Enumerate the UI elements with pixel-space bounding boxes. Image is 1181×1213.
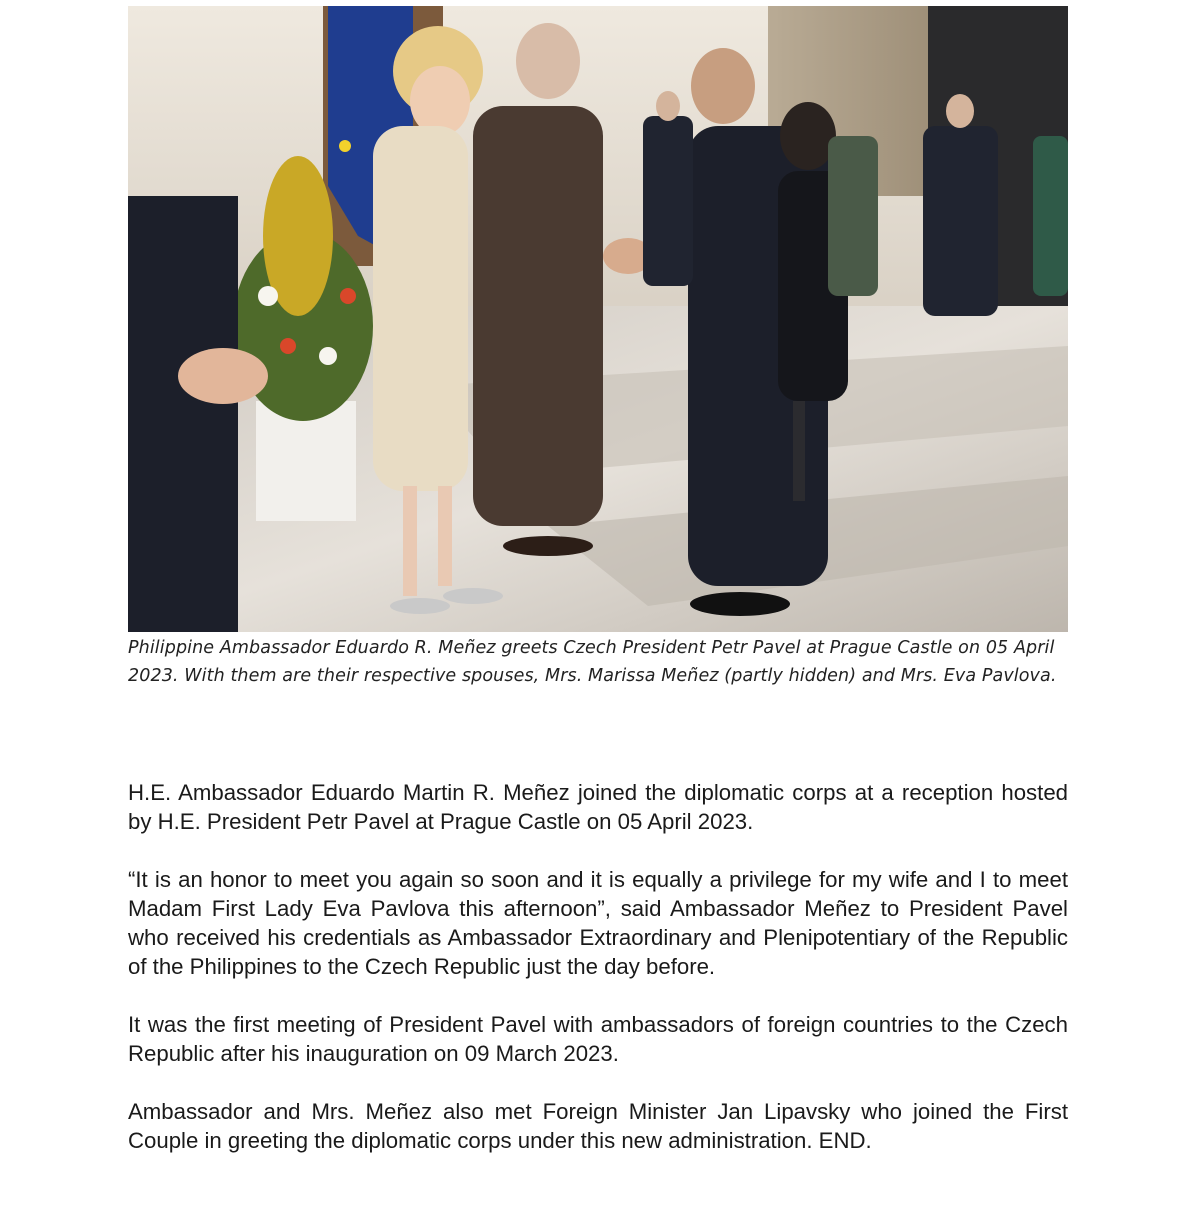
paragraph-first-meeting: It was the first meeting of President Pavel with ambassadors of foreign countries to the Czech Republic after his inauguration on 09 March 2023. — [128, 1012, 1068, 1066]
article-body — [128, 778, 1068, 1184]
photo-image — [128, 6, 1068, 632]
paragraph-closing: Ambassador and Mrs. Meñez also met Foreign Minister Jan Lipavsky who joined the First Couple in greeting the diplomatic corps under this new administration. END. — [128, 1099, 1068, 1153]
photo-caption: Philippine Ambassador Eduardo R. Meñez greets Czech President Petr Pavel at Prague Castle on 05 April 2023. With them are their respective spouses, Mrs. Marissa Meñez (partly hidden) and Mrs. Eva Pavlova. — [128, 638, 1057, 686]
reception-photo — [128, 6, 1068, 632]
paragraph-quote: “It is an honor to meet you again so soon and it is equally a privilege for my wife and I to meet Madam First Lady Eva Pavlova this afternoon”, said Ambassador Meñez to President Pavel who received his credentials as Ambassador Extraordinary and Plenipotentiary of the Republic of the Philippines to the Czech Republic just the day before. — [128, 867, 1068, 979]
paragraph-intro: H.E. Ambassador Eduardo Martin R. Meñez joined the diplomatic corps at a reception hosted by H.E. President Petr Pavel at Prague Castle on 05 April 2023. — [128, 780, 1068, 834]
